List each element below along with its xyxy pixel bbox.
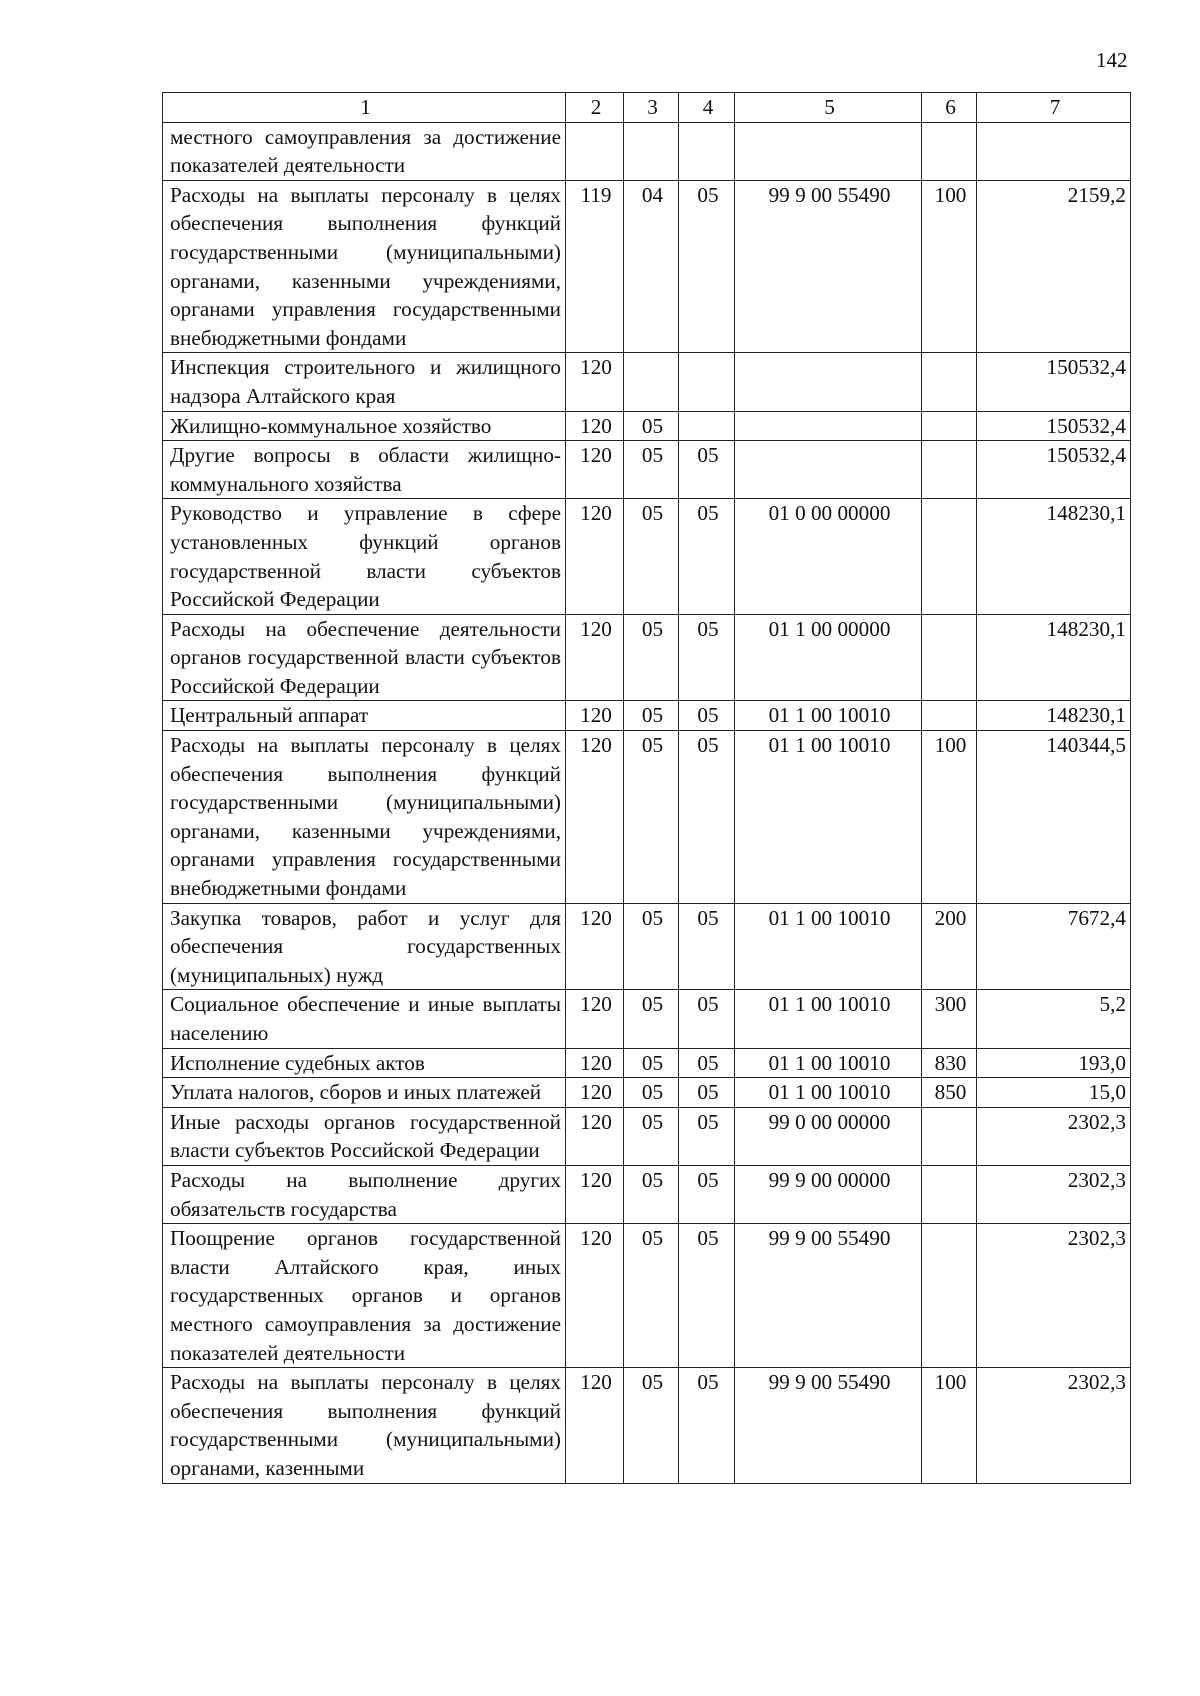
subsection-code-cell: 05 [679, 1224, 735, 1368]
amount-cell: 150532,4 [977, 441, 1131, 499]
expense-type-cell [922, 1165, 977, 1223]
table-row [163, 701, 1131, 731]
section-code-cell: 04 [624, 180, 679, 353]
budget-table [162, 92, 1131, 1484]
amount-cell: 2159,2 [977, 180, 1131, 353]
expense-name-cell: Исполнение судебных актов [163, 1048, 566, 1078]
amount-cell: 150532,4 [977, 411, 1131, 441]
ministry-code-cell: 120 [566, 731, 624, 904]
column-header: 4 [679, 93, 735, 123]
amount-cell: 193,0 [977, 1048, 1131, 1078]
section-code-cell: 05 [624, 1078, 679, 1108]
section-code-cell: 05 [624, 411, 679, 441]
subsection-code-cell: 05 [679, 180, 735, 353]
target-article-cell: 99 0 00 00000 [735, 1107, 922, 1165]
ministry-code-cell: 120 [566, 1224, 624, 1368]
amount-cell: 2302,3 [977, 1368, 1131, 1483]
target-article-cell [735, 441, 922, 499]
expense-name-cell: Другие вопросы в области жилищно-коммунального хозяйства [163, 441, 566, 499]
amount-cell: 148230,1 [977, 499, 1131, 614]
section-code-cell: 05 [624, 1165, 679, 1223]
ministry-code-cell: 120 [566, 1048, 624, 1078]
expense-name-cell: Жилищно-коммунальное хозяйство [163, 411, 566, 441]
amount-cell: 150532,4 [977, 353, 1131, 411]
target-article-cell: 01 1 00 10010 [735, 903, 922, 990]
table-row [163, 441, 1131, 499]
target-article-cell [735, 411, 922, 441]
target-article-cell: 01 1 00 10010 [735, 731, 922, 904]
amount-cell [977, 122, 1131, 180]
section-code-cell: 05 [624, 903, 679, 990]
column-header: 1 [163, 93, 566, 123]
subsection-code-cell: 05 [679, 731, 735, 904]
subsection-code-cell: 05 [679, 1368, 735, 1483]
expense-type-cell: 100 [922, 180, 977, 353]
section-code-cell [624, 353, 679, 411]
subsection-code-cell [679, 122, 735, 180]
expense-type-cell [922, 441, 977, 499]
table-row [163, 180, 1131, 353]
subsection-code-cell: 05 [679, 1107, 735, 1165]
expense-name-cell: Уплата налогов, сборов и иных платежей [163, 1078, 566, 1108]
amount-cell: 2302,3 [977, 1224, 1131, 1368]
subsection-code-cell: 05 [679, 903, 735, 990]
ministry-code-cell: 119 [566, 180, 624, 353]
ministry-code-cell: 120 [566, 353, 624, 411]
ministry-code-cell: 120 [566, 1368, 624, 1483]
expense-type-cell [922, 499, 977, 614]
table-header-row [163, 93, 1131, 123]
table-row [163, 614, 1131, 701]
subsection-code-cell: 05 [679, 1165, 735, 1223]
subsection-code-cell: 05 [679, 1078, 735, 1108]
expense-name-cell: Руководство и управление в сфере установленных функций органов государственной власти субъектов Российской Федерации [163, 499, 566, 614]
section-code-cell: 05 [624, 499, 679, 614]
ministry-code-cell: 120 [566, 1078, 624, 1108]
table-row [163, 499, 1131, 614]
amount-cell: 15,0 [977, 1078, 1131, 1108]
table-row [163, 122, 1131, 180]
amount-cell: 5,2 [977, 990, 1131, 1048]
target-article-cell: 01 1 00 10010 [735, 1078, 922, 1108]
table-body [163, 122, 1131, 1483]
section-code-cell: 05 [624, 1224, 679, 1368]
expense-name-cell: Поощрение органов государственной власти Алтайского края, иных государственных органов и органов местного самоуправления за достижение показателей деятельности [163, 1224, 566, 1368]
ministry-code-cell: 120 [566, 411, 624, 441]
section-code-cell: 05 [624, 1368, 679, 1483]
subsection-code-cell [679, 353, 735, 411]
expense-type-cell: 200 [922, 903, 977, 990]
column-header: 5 [735, 93, 922, 123]
subsection-code-cell: 05 [679, 614, 735, 701]
expense-name-cell: местного самоуправления за достижение показателей деятельности [163, 122, 566, 180]
ministry-code-cell: 120 [566, 1107, 624, 1165]
expense-name-cell: Расходы на выполнение других обязательств государства [163, 1165, 566, 1223]
section-code-cell: 05 [624, 614, 679, 701]
target-article-cell: 01 1 00 10010 [735, 1048, 922, 1078]
ministry-code-cell: 120 [566, 903, 624, 990]
subsection-code-cell: 05 [679, 441, 735, 499]
subsection-code-cell: 05 [679, 701, 735, 731]
table-row [163, 903, 1131, 990]
table-row [163, 1078, 1131, 1108]
section-code-cell: 05 [624, 701, 679, 731]
expense-type-cell [922, 701, 977, 731]
table-row [163, 353, 1131, 411]
table-row [163, 990, 1131, 1048]
expense-name-cell: Иные расходы органов государственной власти субъектов Российской Федерации [163, 1107, 566, 1165]
expense-name-cell: Расходы на обеспечение деятельности органов государственной власти субъектов Российской Федерации [163, 614, 566, 701]
subsection-code-cell: 05 [679, 499, 735, 614]
ministry-code-cell: 120 [566, 701, 624, 731]
target-article-cell: 01 1 00 10010 [735, 990, 922, 1048]
expense-type-cell: 830 [922, 1048, 977, 1078]
target-article-cell: 01 0 00 00000 [735, 499, 922, 614]
target-article-cell: 99 9 00 00000 [735, 1165, 922, 1223]
expense-type-cell [922, 1107, 977, 1165]
target-article-cell: 99 9 00 55490 [735, 180, 922, 353]
section-code-cell: 05 [624, 990, 679, 1048]
column-header: 2 [566, 93, 624, 123]
table-row [163, 1107, 1131, 1165]
expense-name-cell: Инспекция строительного и жилищного надзора Алтайского края [163, 353, 566, 411]
amount-cell: 7672,4 [977, 903, 1131, 990]
subsection-code-cell [679, 411, 735, 441]
expense-type-cell: 850 [922, 1078, 977, 1108]
expense-type-cell [922, 614, 977, 701]
target-article-cell: 01 1 00 10010 [735, 701, 922, 731]
target-article-cell: 99 9 00 55490 [735, 1224, 922, 1368]
expense-name-cell: Расходы на выплаты персоналу в целях обеспечения выполнения функций государственными (муниципальными) органами, казенными [163, 1368, 566, 1483]
column-header: 7 [977, 93, 1131, 123]
section-code-cell: 05 [624, 441, 679, 499]
ministry-code-cell: 120 [566, 614, 624, 701]
ministry-code-cell: 120 [566, 441, 624, 499]
column-header: 6 [922, 93, 977, 123]
subsection-code-cell: 05 [679, 1048, 735, 1078]
target-article-cell: 01 1 00 00000 [735, 614, 922, 701]
target-article-cell [735, 353, 922, 411]
expense-type-cell: 100 [922, 731, 977, 904]
ministry-code-cell: 120 [566, 990, 624, 1048]
table-row [163, 1224, 1131, 1368]
expense-name-cell: Расходы на выплаты персоналу в целях обеспечения выполнения функций государственными (муниципальными) органами, казенными учреждениями, органами управления государственными внебюджетными фондами [163, 180, 566, 353]
expense-type-cell [922, 122, 977, 180]
ministry-code-cell [566, 122, 624, 180]
table-row [163, 1048, 1131, 1078]
amount-cell: 2302,3 [977, 1107, 1131, 1165]
table-row [163, 1368, 1131, 1483]
page-number: 142 [1096, 48, 1128, 72]
section-code-cell: 05 [624, 1107, 679, 1165]
table-row [163, 411, 1131, 441]
expense-type-cell [922, 411, 977, 441]
expense-type-cell [922, 1224, 977, 1368]
table-row [163, 1165, 1131, 1223]
section-code-cell [624, 122, 679, 180]
section-code-cell: 05 [624, 731, 679, 904]
table-row [163, 731, 1131, 904]
expense-name-cell: Социальное обеспечение и иные выплаты населению [163, 990, 566, 1048]
amount-cell: 2302,3 [977, 1165, 1131, 1223]
ministry-code-cell: 120 [566, 1165, 624, 1223]
column-header: 3 [624, 93, 679, 123]
expense-name-cell: Закупка товаров, работ и услуг для обеспечения государственных (муниципальных) нужд [163, 903, 566, 990]
section-code-cell: 05 [624, 1048, 679, 1078]
expense-type-cell: 100 [922, 1368, 977, 1483]
expense-name-cell: Центральный аппарат [163, 701, 566, 731]
amount-cell: 140344,5 [977, 731, 1131, 904]
subsection-code-cell: 05 [679, 990, 735, 1048]
target-article-cell: 99 9 00 55490 [735, 1368, 922, 1483]
target-article-cell [735, 122, 922, 180]
expense-type-cell [922, 353, 977, 411]
ministry-code-cell: 120 [566, 499, 624, 614]
expense-type-cell: 300 [922, 990, 977, 1048]
amount-cell: 148230,1 [977, 614, 1131, 701]
amount-cell: 148230,1 [977, 701, 1131, 731]
expense-name-cell: Расходы на выплаты персоналу в целях обеспечения выполнения функций государственными (муниципальными) органами, казенными учреждениями, органами управления государственными внебюджетными фондами [163, 731, 566, 904]
